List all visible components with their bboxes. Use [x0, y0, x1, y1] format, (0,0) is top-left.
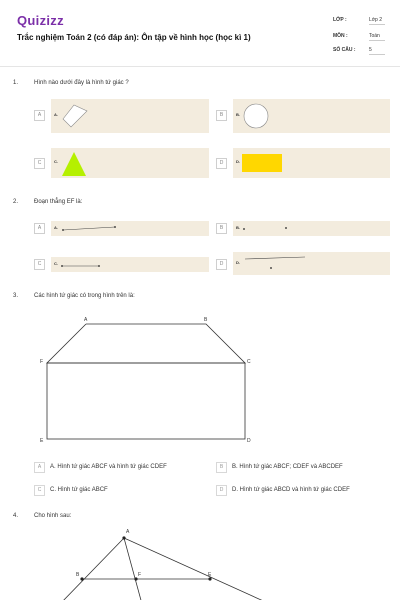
q3-label-d: D	[247, 438, 251, 444]
q4-label-e: E	[208, 572, 212, 578]
q2-option-b-tag: B.	[236, 225, 240, 230]
question-2-text: Đoạn thẳng EF là:	[34, 199, 83, 205]
q2-option-a[interactable]	[51, 221, 209, 236]
brand-logo: Quizizz	[17, 13, 64, 28]
q1-rectangle-shape	[241, 152, 285, 174]
q4-figure	[50, 526, 280, 600]
meta-subject-value: Toán	[369, 33, 385, 41]
meta-count-value: 5	[369, 47, 385, 55]
q4-label-a: A	[126, 529, 130, 535]
q3-option-d-text[interactable]: D. Hình tứ giác ABCD và hình tứ giác CDEF	[232, 487, 350, 493]
q1-option-a-tag: A.	[54, 112, 58, 117]
q1-circle-shape	[241, 101, 271, 131]
q3-option-c-letter[interactable]: C	[34, 485, 45, 496]
q3-label-e: E	[40, 438, 44, 444]
q1-option-d[interactable]	[233, 148, 390, 178]
q2-option-d[interactable]	[233, 252, 390, 275]
q1-option-a-letter[interactable]: A	[34, 110, 45, 121]
q2-option-a-letter[interactable]: A	[34, 223, 45, 234]
question-3-text: Các hình tứ giác có trong hình trên là:	[34, 293, 135, 299]
q3-option-a-text[interactable]: A. Hình tứ giác ABCF và hình tứ giác CDEF	[50, 464, 167, 470]
q3-label-c: C	[247, 359, 251, 365]
q3-option-a-letter[interactable]: A	[34, 462, 45, 473]
q4-label-b: B	[76, 572, 80, 578]
meta-class-key: LỚP :	[333, 17, 347, 23]
header-divider	[0, 66, 400, 67]
q1-option-a[interactable]	[51, 99, 209, 133]
q1-option-d-letter[interactable]: D	[216, 158, 227, 169]
meta-count-key: SỐ CÂU :	[333, 47, 356, 53]
q1-option-b[interactable]	[233, 99, 390, 133]
question-2-number: 2.	[13, 199, 19, 205]
q4-label-f: F	[138, 572, 142, 578]
q2-option-c-tag: C.	[54, 261, 58, 266]
q2-option-a-tag: A.	[54, 225, 58, 230]
q1-option-b-tag: B.	[236, 112, 240, 117]
q3-label-b: B	[204, 317, 208, 323]
q1-option-c-letter[interactable]: C	[34, 158, 45, 169]
question-4-text: Cho hình sau:	[34, 513, 72, 519]
worksheet-title: Trắc nghiệm Toán 2 (có đáp án): Ôn tập về hình học (học kì 1)	[17, 33, 251, 42]
q2-segment-a	[59, 221, 119, 236]
q2-option-c[interactable]	[51, 257, 209, 272]
question-3-number: 3.	[13, 293, 19, 299]
question-1-text: Hình nào dưới đây là hình tứ giác ?	[34, 80, 129, 86]
q2-option-d-tag: D.	[236, 260, 240, 265]
q1-option-c[interactable]	[51, 148, 209, 178]
meta-subject-key: MÔN :	[333, 33, 348, 39]
q1-option-c-tag: C.	[54, 159, 58, 164]
q3-label-f: F	[40, 359, 44, 365]
q2-points-b	[241, 221, 301, 236]
q3-figure	[30, 310, 260, 450]
q1-option-b-letter[interactable]: B	[216, 110, 227, 121]
q3-option-c-text[interactable]: C. Hình tứ giác ABCF	[50, 487, 108, 493]
meta-class-value: Lớp 2	[369, 17, 385, 25]
q3-option-b-letter[interactable]: B	[216, 462, 227, 473]
q3-option-d-letter[interactable]: D	[216, 485, 227, 496]
q1-option-d-tag: D.	[236, 159, 240, 164]
question-4-number: 4.	[13, 513, 19, 519]
q1-triangle-shape	[59, 150, 89, 178]
q2-option-b-letter[interactable]: B	[216, 223, 227, 234]
question-1-number: 1.	[13, 80, 19, 86]
q1-quadrilateral-shape	[59, 103, 89, 129]
q2-segment-c	[59, 257, 109, 272]
q2-option-b[interactable]	[233, 221, 390, 236]
q2-line-d	[241, 252, 311, 275]
q2-option-d-letter[interactable]: D	[216, 259, 227, 270]
q3-option-b-text[interactable]: B. Hình tứ giác ABCF; CDEF và ABCDEF	[232, 464, 343, 470]
q2-option-c-letter[interactable]: C	[34, 259, 45, 270]
q3-label-a: A	[84, 317, 88, 323]
